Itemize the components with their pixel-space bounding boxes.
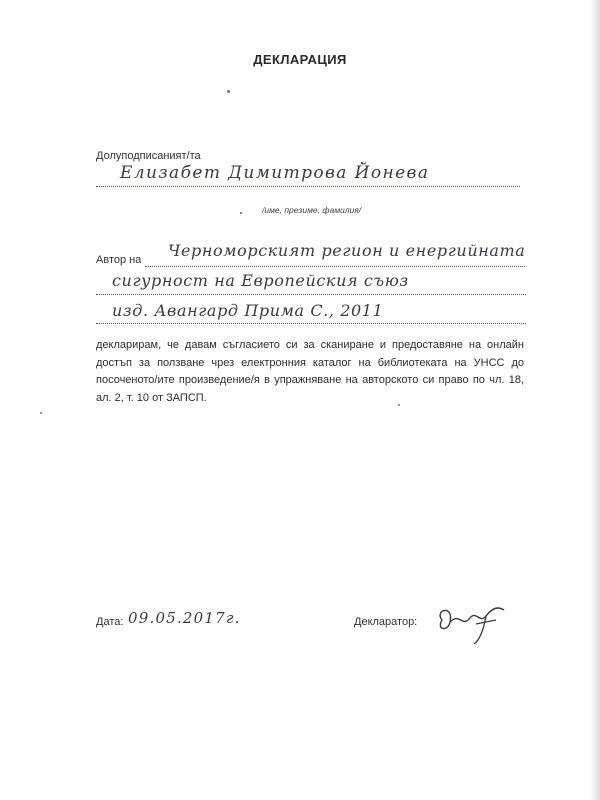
declarant-label: Декларатор: (354, 616, 418, 628)
work-dotted-line-1 (145, 266, 525, 267)
signature (428, 598, 518, 648)
date-value-handwritten: 09.05.2017г. (128, 609, 241, 627)
date-label: Дата: (96, 616, 124, 628)
name-hint: /име, презиме, фамилия/ (262, 205, 362, 215)
declaration-paragraph: декларирам, че давам съгласието си за сканиране и предоставяне на онлайн достъп за ползване чрез електронния каталог на библиотеката на УНСС до посоченото/ите произведение/я в упражняване на авторското си право по чл. 18, ал. 2, т. 10 от ЗАПСП. (96, 339, 524, 404)
signer-name-handwritten: Елизабет Димитрова Йонева (120, 163, 430, 183)
scan-speck (398, 404, 400, 406)
scan-speck (240, 212, 242, 214)
work-title-line-1: Черноморският регион и енергийната (168, 241, 526, 260)
work-title-line-2: сигурност на Европейския съюз (112, 271, 409, 290)
document-title: ДЕКЛАРАЦИЯ (253, 52, 347, 67)
signer-dotted-line (96, 186, 520, 187)
publisher-line: изд. Авангард Прима С., 2011 (112, 301, 384, 320)
scan-edge-shadow (590, 0, 600, 800)
scan-speck (40, 412, 42, 414)
work-dotted-line-2 (96, 294, 526, 295)
signer-label: Долуподписаният/та (96, 150, 201, 162)
scan-speck (227, 90, 230, 93)
work-dotted-line-3 (96, 323, 526, 324)
author-label: Автор на (96, 254, 142, 266)
